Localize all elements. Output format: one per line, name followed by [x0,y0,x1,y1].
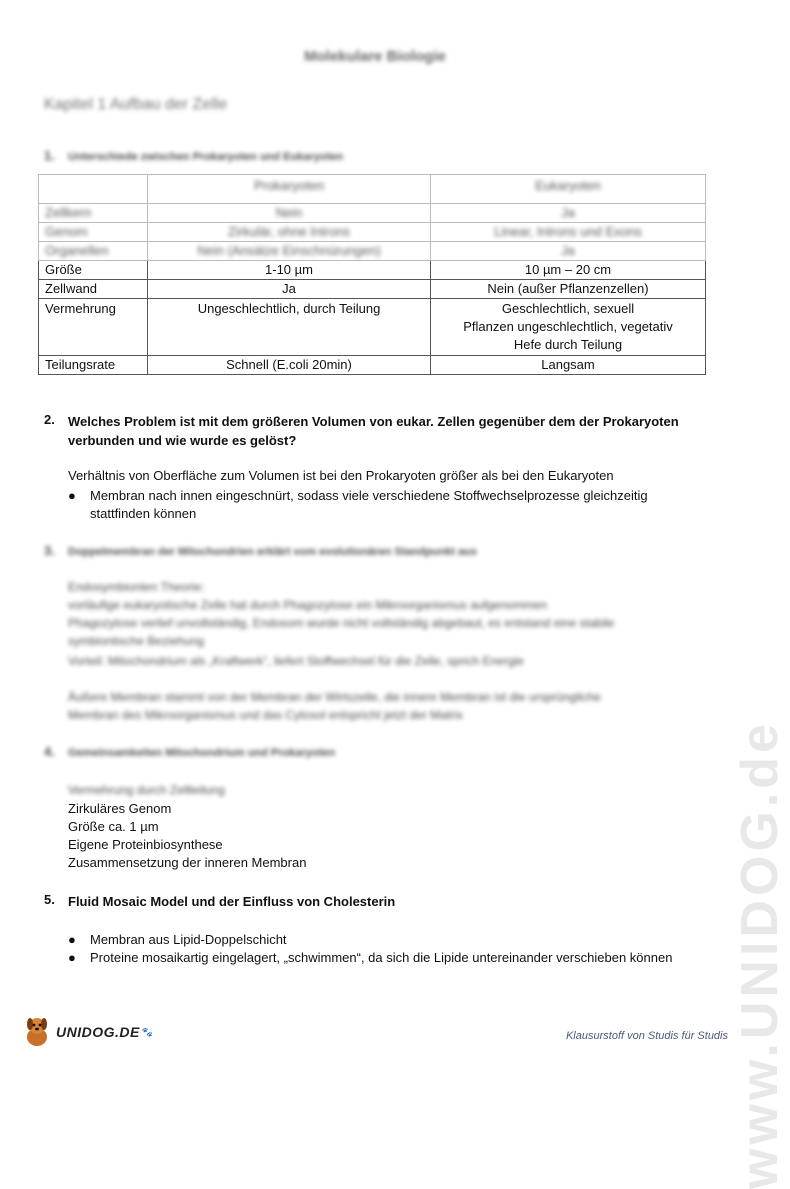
table-cell: Ja [148,280,431,299]
bullet-text: Membran aus Lipid-Doppelschicht [90,932,287,947]
question-4 [44,744,708,763]
blurred-line: symbiontische Beziehung [68,634,205,648]
table-cell: Linear, Introns und Exons [494,224,642,239]
chapter-heading: Kapitel 1 Aufbau der Zelle [44,96,228,113]
table-cell: Langsam [431,356,706,375]
table-cell: Zellwand [39,280,148,299]
table-cell: Ja [561,205,575,220]
blurred-line: Phagozytose verlief unvollständig, Endosom wurde nicht vollständig abgebaut, es entstand eine stabile [68,616,615,630]
question-text: Welches Problem ist mit dem größeren Volumen von eukar. Zellen gegenüber dem der Prokaryoten verbunden und wie wurde es gelöst? [68,414,679,448]
footer-tagline: Klausurstoff von Studis für Studis [565,1030,728,1042]
blurred-line: Vorteil: Mitochondrium als „Kraftwerk“, liefert Stoffwechsel für die Zelle, sprich Energie [68,654,524,668]
bullet-text: Proteine mosaikartig eingelagert, „schwimmen“, da sich die Lipide untereinander verschieben können [90,950,673,965]
list-item: Zusammensetzung der inneren Membran [68,855,307,870]
table-cell: Zirkulär, ohne Introns [227,224,351,239]
table-row [39,223,706,242]
table-cell: Teilungsrate [39,356,148,375]
table-cell: Ungeschlechtlich, durch Teilung [148,299,431,356]
table-cell: Größe [39,261,148,280]
bullet-item [68,949,708,967]
logo-text: UNIDOG.DE [56,1024,140,1040]
table-cell: Organellen [45,243,109,258]
table-cell: Nein (außer Pflanzenzellen) [431,280,706,299]
paw-icon: 🐾 [141,1026,154,1037]
table-cell: Zellkern [45,205,92,220]
question-number: 2. [44,412,55,427]
question-1 [44,148,708,167]
question-5 [44,892,708,911]
question-2 [44,412,708,450]
question-text: Fluid Mosaic Model und der Einfluss von Cholesterin [68,894,396,909]
table-cell: Nein [275,205,303,220]
cell-line: Pflanzen ungeschlechtlich, vegetativ [463,319,673,334]
table-row [39,280,706,299]
question-number: 3. [44,543,55,558]
table-cell [431,299,706,356]
table-header-prokaryoten: Prokaryoten [253,178,325,193]
table-header-eukaryoten: Eukaryoten [535,178,601,193]
table-row [39,242,706,261]
bullet-item [68,931,708,949]
question-3 [44,543,708,562]
table-cell: 1-10 µm [148,261,431,280]
table-cell: 10 µm – 20 cm [431,261,706,280]
bullet-text: Membran nach innen eingeschnürt, sodass viele verschiedene Stoffwechselprozesse gleichzeitig stattfinden können [90,488,648,521]
list-item: Größe ca. 1 µm [68,819,159,834]
table-cell: Vermehrung [39,299,148,356]
watermark: www.UNIDOG.de [731,720,789,1189]
bullet-icon: ● [68,488,76,503]
cell-line: Geschlechtlich, sexuell [501,301,635,316]
blurred-line: Endosymbionten Theorie: [68,580,205,594]
question-number: 5. [44,892,55,907]
comparison-table [38,174,706,375]
bullet-icon: ● [68,950,76,965]
document-title: Molekulare Biologie [304,48,446,65]
dog-icon [22,1015,52,1049]
table-cell: Nein (Ansätze Einschnürungen) [197,243,381,258]
blurred-line: Vermehrung durch Zellteilung [68,783,225,797]
question-text: Gemeinsamkeiten Mitochondrium und Prokaryoten [68,747,336,759]
unidog-logo[interactable] [22,1014,153,1050]
question-text: Unterschiede zwischen Prokaryoten und Eukaryoten [68,151,344,163]
table-header-row [39,175,706,204]
table-row [39,261,706,280]
table-row [39,299,706,356]
question-text: Doppelmembran der Mitochondrien erklärt vom evolutionären Standpunkt aus [68,546,477,558]
question-number: 4. [44,744,55,759]
blurred-line: Membran des Mikroorganismus und das Cytosol entspricht jetzt der Matrix [68,708,463,722]
blurred-line: vorläufige eukaryotische Zelle hat durch Phagozytose ein Mikroorganismus aufgenommen [68,598,547,612]
answer-text: Verhältnis von Oberfläche zum Volumen ist bei den Prokaryoten größer als bei den Eukaryoten [68,468,614,483]
question-number: 1. [44,148,55,163]
list-item: Zirkuläres Genom [68,801,172,816]
cell-line: Hefe durch Teilung [513,337,623,352]
table-row [39,204,706,223]
table-row [39,356,706,375]
bullet-item [68,487,708,523]
table-cell: Genom [45,224,88,239]
list-item: Eigene Proteinbiosynthese [68,837,223,852]
table-cell: Schnell (E.coli 20min) [148,356,431,375]
table-cell: Ja [561,243,575,258]
blurred-line: Äußere Membran stammt von der Membran der Wirtszelle, die innere Membran ist die ursprüngliche [68,690,601,704]
bullet-icon: ● [68,932,76,947]
